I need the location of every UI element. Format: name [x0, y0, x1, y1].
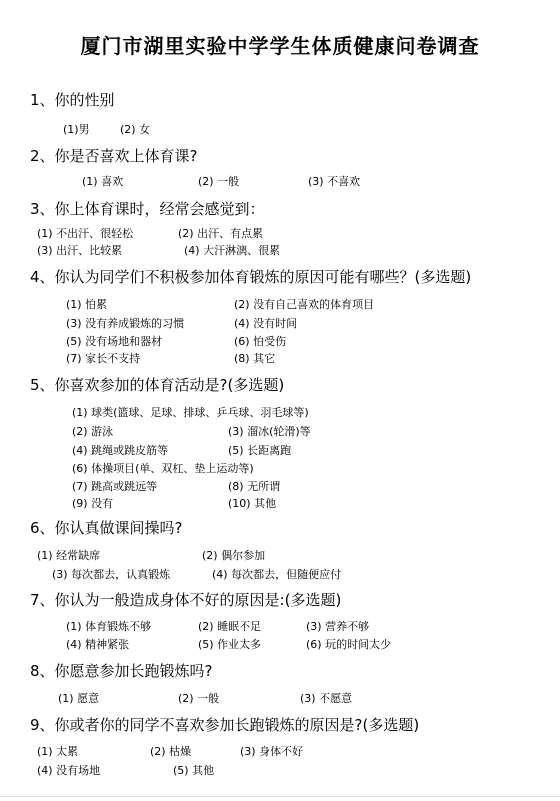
- option-q8-2: (2) 一般: [178, 692, 220, 705]
- option-q6-4: (4) 每次都去，但随便应付: [212, 568, 342, 581]
- question-9: 9、你或者你的同学不喜欢参加长跑锻炼的原因是?(多选题): [30, 716, 420, 734]
- option-q5-6: (6) 体操项目(单、双杠、垫上运动等): [72, 462, 254, 475]
- option-q1-2: (2) 女: [120, 123, 151, 136]
- page-bottom-divider: [0, 796, 560, 797]
- option-q8-1: (1) 愿意: [58, 692, 100, 705]
- option-q3-1: (1) 不出汗、很轻松: [37, 227, 134, 240]
- question-3: 3、你上体育课时，经常会感觉到：: [30, 200, 265, 218]
- option-q7-6: (6) 玩的时间太少: [306, 638, 392, 651]
- question-8: 8、你愿意参加长跑锻炼吗?: [30, 662, 213, 680]
- option-q1-1: (1)男: [63, 123, 90, 136]
- option-q2-2: (2) 一般: [198, 175, 240, 188]
- question-5: 5、你喜欢参加的体育活动是?(多选题): [30, 376, 285, 394]
- option-q5-5: (5) 长距离跑: [228, 444, 292, 457]
- option-q4-5: (5) 没有场地和器材: [66, 335, 163, 348]
- option-q6-2: (2) 偶尔参加: [202, 549, 266, 562]
- option-q9-4: (4) 没有场地: [37, 764, 101, 777]
- option-q3-2: (2) 出汗、有点累: [178, 227, 264, 240]
- option-q3-4: (4) 大汗淋漓、很累: [184, 244, 281, 257]
- option-q4-2: (2) 没有自己喜欢的体育项目: [234, 298, 375, 311]
- option-q9-3: (3) 身体不好: [240, 745, 304, 758]
- option-q7-4: (4) 精神紧张: [66, 638, 130, 651]
- option-q9-2: (2) 枯燥: [150, 745, 192, 758]
- option-q3-3: (3) 出汗、比较累: [37, 244, 123, 257]
- question-4: 4、你认为同学们不积极参加体育锻炼的原因可能有哪些？(多选题): [30, 268, 472, 286]
- option-q4-8: (8) 其它: [234, 352, 276, 365]
- option-q4-1: (1) 怕累: [66, 298, 108, 311]
- option-q5-10: (10) 其他: [228, 497, 277, 510]
- option-q4-6: (6) 怕受伤: [234, 335, 287, 348]
- option-q2-3: (3) 不喜欢: [308, 175, 361, 188]
- option-q7-3: (3) 营养不够: [306, 620, 370, 633]
- option-q5-9: (9) 没有: [72, 497, 114, 510]
- option-q9-1: (1) 太累: [37, 745, 79, 758]
- option-q5-4: (4) 跳绳或跳皮筋等: [72, 444, 169, 457]
- question-2: 2、你是否喜欢上体育课?: [30, 147, 198, 165]
- option-q8-3: (3) 不愿意: [300, 692, 353, 705]
- option-q5-2: (2) 游泳: [72, 425, 114, 438]
- option-q6-1: (1) 经常缺席: [37, 549, 101, 562]
- option-q9-5: (5) 其他: [173, 764, 215, 777]
- option-q5-1: (1) 球类(篮球、足球、排球、乒乓球、羽毛球等): [72, 406, 309, 419]
- question-7: 7、你认为一般造成身体不好的原因是:(多选题): [30, 591, 342, 609]
- option-q7-1: (1) 体育锻炼不够: [66, 620, 152, 633]
- page-title: 厦门市湖里实验中学学生体质健康问卷调查: [80, 34, 480, 58]
- option-q4-4: (4) 没有时间: [234, 317, 298, 330]
- option-q4-7: (7) 家长不支持: [66, 352, 141, 365]
- option-q5-7: (7) 跳高或跳远等: [72, 480, 158, 493]
- option-q2-1: (1) 喜欢: [82, 175, 124, 188]
- question-6: 6、你认真做课间操吗?: [30, 519, 183, 537]
- option-q7-5: (5) 作业太多: [198, 638, 262, 651]
- option-q6-3: (3) 每次都去，认真锻炼: [52, 568, 171, 581]
- option-q5-3: (3) 溜冰(轮滑)等: [228, 425, 311, 438]
- option-q5-8: (8) 无所谓: [228, 480, 281, 493]
- option-q4-3: (3) 没有养成锻炼的习惯: [66, 317, 185, 330]
- question-1: 1、你的性别: [30, 91, 115, 109]
- option-q7-2: (2) 睡眠不足: [198, 620, 262, 633]
